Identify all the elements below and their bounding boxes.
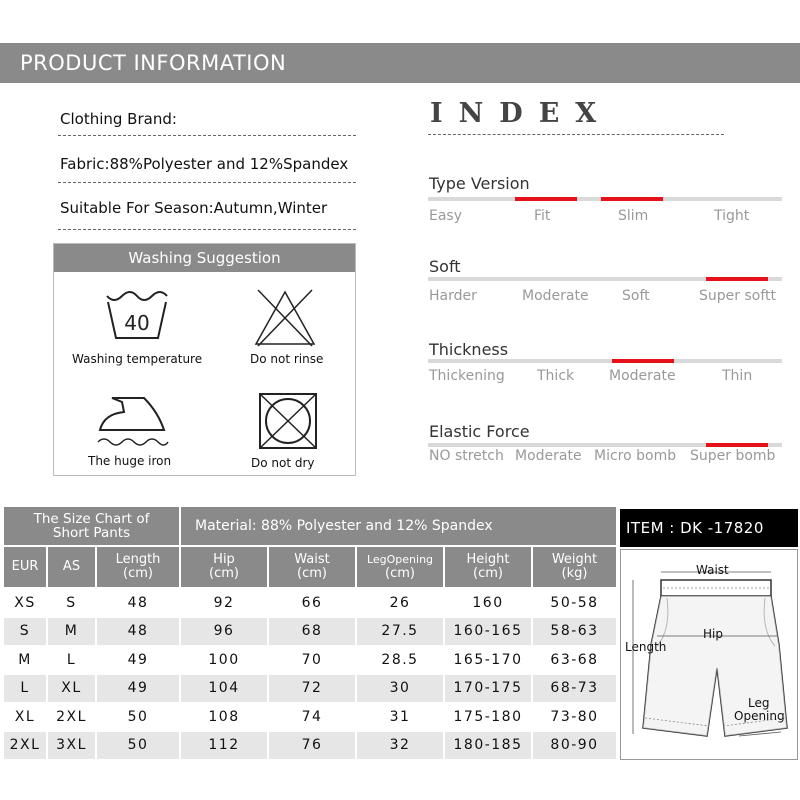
table-cell: 48 <box>127 594 149 611</box>
col-header-label: Hip <box>213 552 235 567</box>
table-cell: 112 <box>181 732 267 760</box>
table-cell: 70 <box>301 651 323 668</box>
col-header-label: Waist <box>294 552 330 567</box>
table-cell: 160 <box>472 594 504 611</box>
index-scale-track <box>428 359 782 363</box>
table-cell: 2XL <box>4 732 46 760</box>
table-cell: L <box>66 651 77 668</box>
col-header-unit: (cm) <box>209 566 239 581</box>
col-header-unit: (cm) <box>473 566 503 581</box>
wash-temp-value: 40 <box>124 311 150 335</box>
index-scale-track <box>428 197 782 201</box>
divider <box>428 134 724 135</box>
table-cell: 50 <box>97 732 179 760</box>
col-header-unit: (cm) <box>385 566 415 581</box>
index-option: Tight <box>714 208 750 224</box>
col-header: AS <box>48 547 95 587</box>
shorts-outline-icon <box>621 550 799 761</box>
table-cell: 72 <box>269 675 355 703</box>
index-scale-marker <box>601 197 663 201</box>
size-chart-title-line: The Size Chart of <box>33 511 150 527</box>
index-option: Fit <box>534 208 551 224</box>
table-cell: 48 <box>97 618 179 646</box>
table-cell: 50-58 <box>550 594 599 611</box>
col-header: EUR <box>4 547 46 587</box>
index-scale-marker <box>706 277 768 281</box>
diagram-label-leg: Leg <box>748 696 770 710</box>
table-cell: 28.5 <box>381 651 419 668</box>
index-option: Moderate <box>609 368 676 384</box>
col-header-unit: (cm) <box>297 566 327 581</box>
washing-suggestion-panel <box>53 243 356 476</box>
index-scale-marker <box>612 359 674 363</box>
col-header <box>97 547 179 587</box>
table-cell: 74 <box>301 708 323 725</box>
table-cell: 165-170 <box>453 651 523 668</box>
table-cell: 175-180 <box>453 708 523 725</box>
table-cell: 26 <box>389 594 411 611</box>
divider <box>58 182 356 183</box>
shorts-diagram <box>620 549 798 760</box>
index-option: Thick <box>537 368 575 384</box>
index-option: Moderate <box>522 288 589 304</box>
index-option: Soft <box>622 288 650 304</box>
table-cell: 73-80 <box>550 708 599 725</box>
col-header <box>269 547 355 587</box>
col-header-label: Height <box>466 552 510 567</box>
index-option: Thickening <box>429 368 505 384</box>
table-cell: 76 <box>269 732 355 760</box>
iron-icon <box>94 392 170 450</box>
table-cell: 3XL <box>48 732 95 760</box>
col-header <box>445 547 531 587</box>
table-cell: 58-63 <box>533 618 616 646</box>
washing-label: Do not rinse <box>250 352 324 366</box>
index-option: Thin <box>722 368 753 384</box>
table-cell: S <box>66 594 77 611</box>
table-cell: S <box>4 618 46 646</box>
index-scale-marker <box>706 443 768 447</box>
section-title: PRODUCT INFORMATION <box>20 51 287 75</box>
washing-label: Do not dry <box>251 456 315 470</box>
table-cell: 63-68 <box>550 651 599 668</box>
table-cell: XL <box>48 675 95 703</box>
col-header-label: LegOpening <box>366 553 434 566</box>
wash-tub-icon <box>104 290 170 342</box>
col-header-unit: (cm) <box>123 566 153 581</box>
table-cell: XL <box>14 708 36 725</box>
table-cell: 92 <box>213 594 235 611</box>
table-cell: 180-185 <box>445 732 531 760</box>
diagram-label-length: Length <box>625 640 667 654</box>
index-section-title: Elastic Force <box>429 422 530 441</box>
col-header-unit: (kg) <box>561 566 588 581</box>
divider <box>58 135 356 136</box>
index-section-title: Thickness <box>429 340 509 359</box>
crossed-triangle-icon <box>250 288 320 348</box>
index-option: Harder <box>429 288 477 304</box>
index-option: NO stretch <box>429 448 504 464</box>
table-cell: 2XL <box>56 708 87 725</box>
diagram-label-opening: Opening <box>734 709 785 723</box>
item-code: ITEM : DK -17820 <box>620 509 798 547</box>
index-section-title: Type Version <box>429 174 530 193</box>
table-cell: 50 <box>127 708 149 725</box>
diagram-label-waist: Waist <box>696 563 729 577</box>
table-cell: M <box>18 651 32 668</box>
index-option: Micro bomb <box>594 448 677 464</box>
table-cell: 68 <box>269 618 355 646</box>
table-cell: M <box>48 618 95 646</box>
season-line: Suitable For Season:Autumn,Winter <box>60 199 328 217</box>
table-cell: 49 <box>127 651 149 668</box>
col-header <box>533 547 616 587</box>
table-cell: 27.5 <box>357 618 443 646</box>
index-option: Easy <box>429 208 463 224</box>
size-chart-title-line: Short Pants <box>52 525 131 541</box>
table-cell: 49 <box>97 675 179 703</box>
washing-label: The huge iron <box>88 454 172 468</box>
table-cell: 66 <box>301 594 323 611</box>
index-title: INDEX <box>430 98 613 129</box>
col-header <box>181 547 267 587</box>
table-cell: 170-175 <box>445 675 531 703</box>
table-cell: 96 <box>181 618 267 646</box>
index-section-title: Soft <box>429 257 461 276</box>
col-header-label: Weight <box>551 552 598 567</box>
index-scale-marker <box>515 197 577 201</box>
table-cell: 31 <box>389 708 411 725</box>
size-chart-title <box>4 507 179 545</box>
table-cell: 108 <box>208 708 240 725</box>
fabric-line: Fabric:88%Polyester and 12%Spandex <box>60 155 349 173</box>
table-cell: XS <box>14 594 36 611</box>
diagram-label-hip: Hip <box>703 627 723 641</box>
index-scale-track <box>428 443 782 447</box>
size-chart-table <box>2 505 618 761</box>
col-header <box>357 547 443 587</box>
table-cell: 32 <box>357 732 443 760</box>
index-scale-track <box>428 277 782 281</box>
table-cell: 68-73 <box>533 675 616 703</box>
material-header: Material: 88% Polyester and 12% Spandex <box>181 507 616 545</box>
table-cell: 100 <box>208 651 240 668</box>
crossed-dryer-icon <box>256 390 320 452</box>
index-option: Moderate <box>515 448 582 464</box>
table-cell: 104 <box>181 675 267 703</box>
index-option: Slim <box>618 208 649 224</box>
washing-label: Washing temperature <box>72 352 203 366</box>
brand-line: Clothing Brand: <box>60 110 177 128</box>
section-header <box>0 43 800 83</box>
divider <box>58 229 356 230</box>
table-cell: L <box>4 675 46 703</box>
table-cell: 30 <box>357 675 443 703</box>
table-cell: 80-90 <box>533 732 616 760</box>
col-header-label: Length <box>115 552 161 567</box>
table-cell: 160-165 <box>445 618 531 646</box>
index-option: Super softt <box>699 288 776 304</box>
index-option: Super bomb <box>690 448 776 464</box>
washing-title: Washing Suggestion <box>54 244 355 272</box>
